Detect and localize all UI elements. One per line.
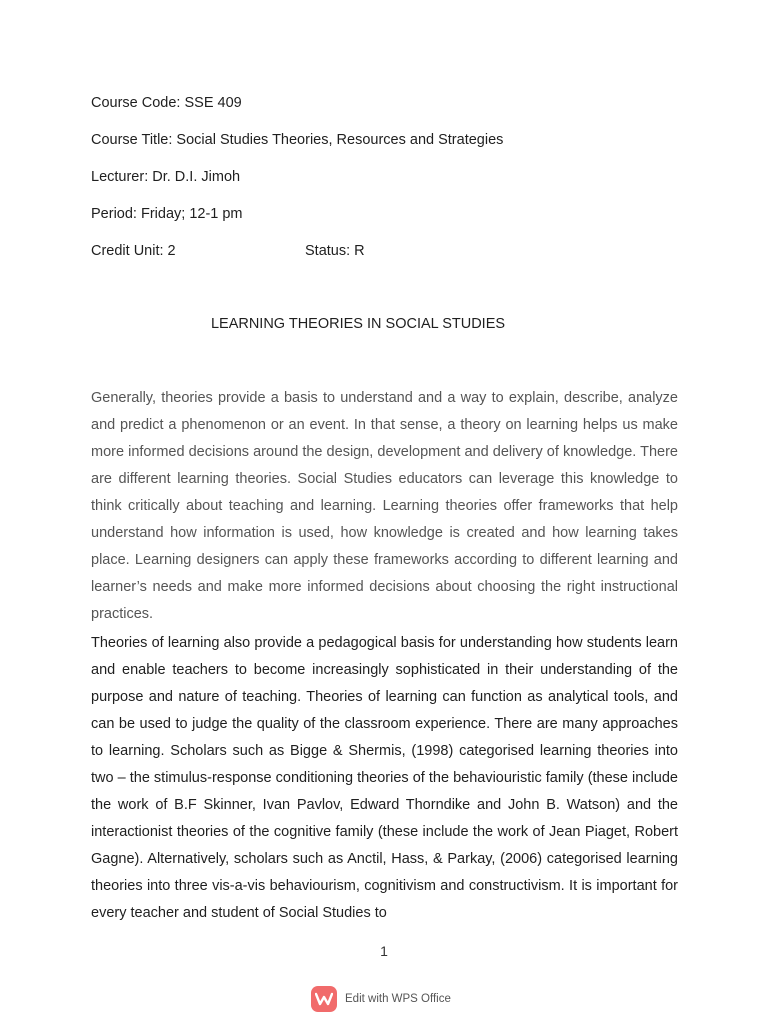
course-code: Course Code: SSE 409: [91, 95, 242, 111]
status: Status: R: [305, 243, 365, 259]
course-title: Course Title: Social Studies Theories, Resources and Strategies: [91, 132, 504, 148]
wps-logo-icon: [311, 986, 337, 1012]
document-title: LEARNING THEORIES IN SOCIAL STUDIES: [210, 316, 506, 332]
paragraph-2: Theories of learning also provide a pedagogical basis for understanding how students learn and enable teachers to become increasingly sophisticated in their understanding of the purpose and nature of teaching. Theories of learning can function as analytical tools, and can be used to judge the quality of the classroom experience. There are many approaches to learning. Scholars such as Bigge & Shermis, (1998) categorised learning theories into two – the stimulus-response conditioning theories of the behaviouristic family (these include the work of B.F Skinner, Ivan Pavlov, Edward Thorndike and John B. Watson) and the interactionist theories of the cognitive family (these include the work of Jean Piaget, Robert Gagne). Alternatively, scholars such as Anctil, Hass, & Parkay, (2006) categorised learning theories into three vis-a-vis behaviourism, cognitivism and constructivism. It is important for every teacher and student of Social Studies to: [91, 635, 678, 921]
wps-label: Edit with WPS Office: [345, 993, 451, 1005]
paragraph-1: Generally, theories provide a basis to understand and a way to explain, describe, analyze and predict a phenomenon or an event. In that sense, a theory on learning helps us make more informed decisions around the design, development and delivery of knowledge. There are different learning theories. Social Studies educators can leverage this knowledge to think critically about teaching and learning. Learning theories offer frameworks that help understand how information is used, how knowledge is created and how learning takes place. Learning designers can apply these frameworks according to different learning and learner’s needs and make more informed decisions about choosing the right instructional practices.: [91, 390, 678, 622]
period: Period: Friday; 12-1 pm: [91, 206, 243, 222]
lecturer: Lecturer: Dr. D.I. Jimoh: [91, 169, 241, 185]
credit-unit: Credit Unit: 2: [91, 243, 176, 259]
edit-with-wps-button[interactable]: [311, 985, 451, 1013]
credit-status-line: [91, 242, 391, 260]
page-number: 1: [380, 943, 388, 959]
